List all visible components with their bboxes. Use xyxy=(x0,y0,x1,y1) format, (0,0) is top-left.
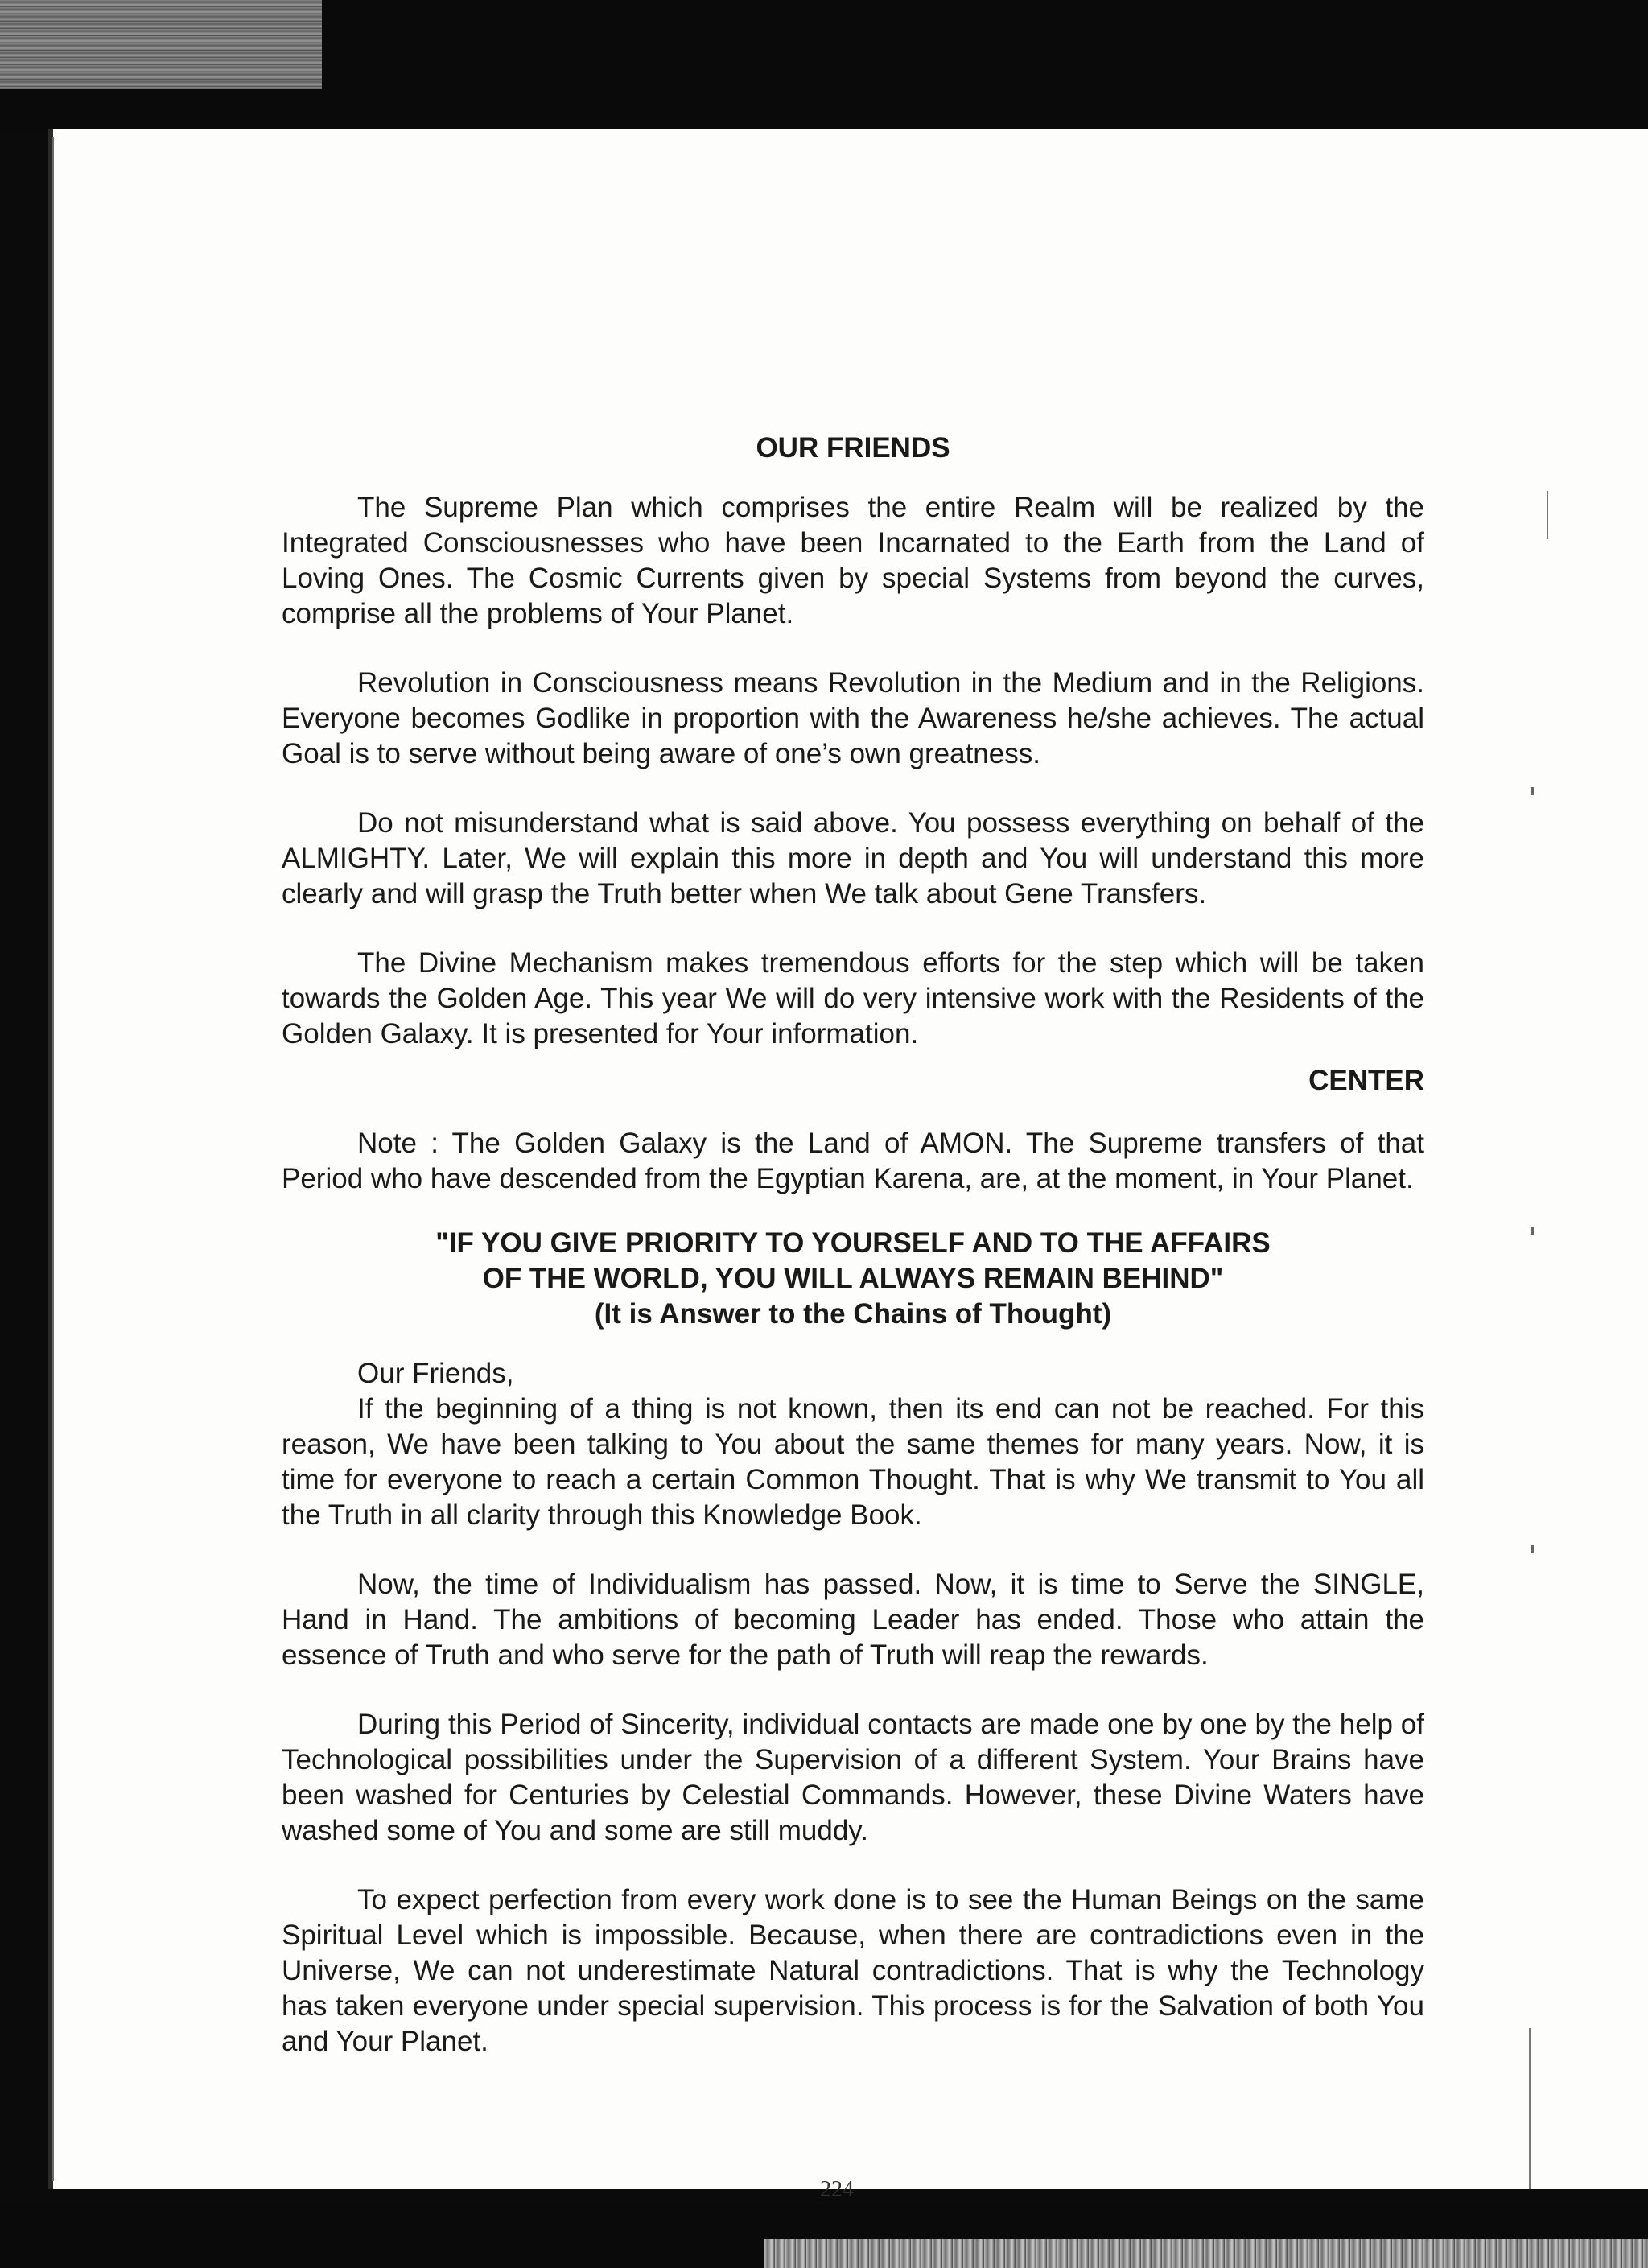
paragraph: Do not misunderstand what is said above. You possess everything on behalf of the ALMIGHTY. Later, We will explain this more in depth and You will understand this more clearly and will grasp the Truth better when We talk about Gene Transfers. xyxy=(282,807,1424,909)
section-quote-heading xyxy=(282,1226,1424,1332)
paragraph: The Supreme Plan which comprises the entire Realm will be realized by the Integrated Consciousnesses who have been Incarnated to the Earth from the Land of Loving Ones. The Cosmic Currents given by special Systems from beyond the curves, comprise all the problems of Your Planet. xyxy=(282,492,1424,629)
page-number: 224 xyxy=(820,2177,854,2202)
scan-dot xyxy=(1531,1227,1534,1235)
paragraph: To expect perfection from every work done is to see the Human Beings on the same Spiritual Level which is impossible. Because, when there are contradictions even in the Universe, We can not underestimate Natural contradictions. That is why the Technology has taken everyone under special supervision. This process is for the Salvation of both You and Your Planet. xyxy=(282,1884,1424,2057)
scan-artifact-bottom xyxy=(764,2239,1648,2268)
page-content xyxy=(282,431,1424,2060)
quote-line: OF THE WORLD, YOU WILL ALWAYS REMAIN BEHIND" xyxy=(482,1263,1224,1294)
scan-dot xyxy=(1531,787,1534,795)
note-paragraph: Note : The Golden Galaxy is the Land of AMON. The Supreme transfers of that Period who have descended from the Egyptian Karena, are, at the moment, in Your Planet. xyxy=(282,1128,1424,1194)
scan-artifact-corner xyxy=(0,0,322,89)
scan-dot xyxy=(1531,1545,1534,1553)
scan-mark xyxy=(1529,2028,1531,2189)
signature: CENTER xyxy=(1308,1065,1424,1096)
page-edge-shadow xyxy=(52,137,54,2181)
paragraph: The Divine Mechanism makes tremendous efforts for the step which will be taken towards the Golden Age. This year We will do very intensive work with the Residents of the Golden Galaxy. It is presented for Your information. xyxy=(282,947,1424,1049)
paragraph: If the beginning of a thing is not known, then its end can not be reached. For this reason, We have been talking to You about the same themes for many years. Now, it is time for everyone to reach a certain Common Thought. That is why We transmit to You all the Truth in all clarity through this Knowledge Book. xyxy=(282,1393,1424,1531)
paragraph: Revolution in Consciousness means Revolution in the Medium and in the Religions. Everyone becomes Godlike in proportion with the Awareness he/she achieves. The actual Goal is to serve without being aware of one’s own greatness. xyxy=(282,667,1424,769)
quote-subtitle: (It is Answer to the Chains of Thought) xyxy=(594,1298,1112,1330)
paragraph: During this Period of Sincerity, individual contacts are made one by one by the help of Technological possibilities under the Supervision of a different System. Your Brains have been washed for Centuries by Celestial Commands. However, these Divine Waters have washed some of You and some are still muddy. xyxy=(282,1709,1424,1846)
salutation: Our Friends, xyxy=(357,1358,514,1389)
book-page xyxy=(48,129,1648,2202)
page-title: OUR FRIENDS xyxy=(756,432,950,464)
quote-line: "IF YOU GIVE PRIORITY TO YOURSELF AND TO THE AFFAIRS xyxy=(435,1227,1271,1259)
scan-mark xyxy=(1547,491,1548,539)
paragraph: Now, the time of Individualism has passed. Now, it is time to Serve the SINGLE, Hand in Hand. The ambitions of becoming Leader has ended. Those who attain the essence of Truth and who serve for the path of Truth will reap the rewards. xyxy=(282,1569,1424,1671)
